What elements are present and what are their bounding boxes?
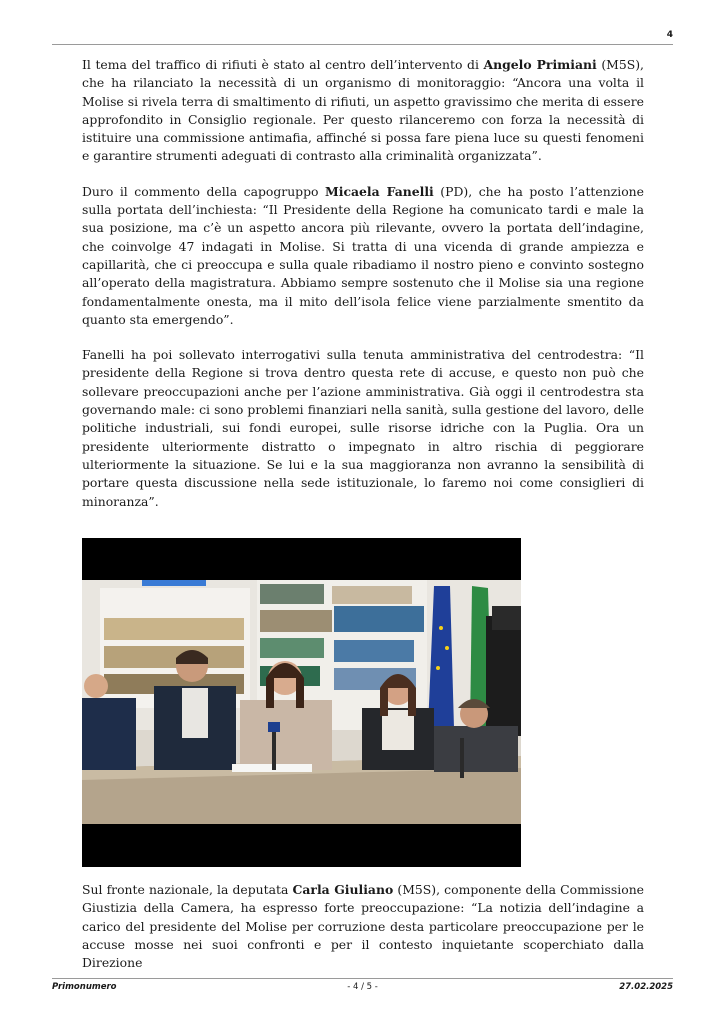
photo-illustration xyxy=(82,538,521,867)
header-rule xyxy=(52,44,673,45)
footer-date: 27.02.2025 xyxy=(619,982,673,992)
text-span: (M5S), componente della Commissione Giustizia della Camera, ha espresso forte preoccupazione: “La notizia dell’indagine a carico del presidente del Molise per corruzione desta particolare preoccupazione per le accuse mosse nei suoi confronti e per il contesto inquietante scoperchiato dalla Direzione xyxy=(82,882,645,971)
article-body-continued xyxy=(82,881,644,972)
paragraph-giuliano xyxy=(82,881,644,972)
paragraph-fanelli xyxy=(82,183,644,329)
text-span: (M5S), che ha rilanciato la necessità di un organismo di monitoraggio: “Ancora una volta il Molise si rivela terra di smaltimento di rifiuti, un aspetto gravissimo che merita di essere approfondito in Consiglio regionale. Per questo rilanceremo con forza la necessità di istituire una commissione antimafia, affinché si possa fare piena luce su questi fenomeni e garantire strumenti adeguati di contrasto alla criminalità organizzata”. xyxy=(82,57,644,164)
speaker-name: Micaela Fanelli xyxy=(325,183,434,199)
paragraph-fanelli-2: Fanelli ha poi sollevato interrogativi sulla tenuta amministrativa del centrodestra: “Il presidente della Regione si trova dentro questa rete di accuse, e questo non può che sollevare preoccupazioni anche per l’azione amministrativa. Già oggi il centrodestra sta governando male: ci sono problemi finanziari nella sanità, sulla gestione del lavoro, delle politiche industriali, sui fondi europei, sulle risorse idriche con la Puglia. Ora un presidente ulteriormente distratto o impegnato in altro rischia di peggiorare ulteriormente la situazione. Se lui e la sua maggioranza non avranno la sensibilità di portare questa discussione nella sede istituzionale, lo faremo noi come consiglieri di minoranza”. xyxy=(82,347,644,509)
footer-rule xyxy=(52,978,673,979)
footer-source: Primonumero xyxy=(52,982,117,992)
press-conference-photo xyxy=(82,538,521,867)
footer-pagination: - 4 / 5 - xyxy=(347,982,378,992)
text-span: Duro il commento della capogruppo xyxy=(82,183,326,199)
text-span: Il tema del traffico di rifiuti è stato al centro dell’intervento di xyxy=(82,57,484,72)
article-body xyxy=(82,56,644,528)
speaker-name: Carla Giuliano xyxy=(292,882,394,897)
text-span: (PD), che ha posto l’attenzione sulla portata dell’inchiesta: “Il Presidente della Regione ha comunicato tardi e male la sua posizione, ma c’è un aspetto ancora più rilevante, ovvero la portata dell’indagine, che coinvolge 47 indagati in Molise. Si tratta di una vicenda di grande ampiezza e capillarità, che ci preoccupa e sulla quale ribadiamo il nostro pieno e convinto sostegno all’operato della magistratura. Abbiamo sempre sostenuto che il Molise sia una regione fondamentalmente onesta, ma il mito dell’isola felice viene parzialmente smentito da quanto sta emergendo”. xyxy=(82,183,644,327)
page-number: 4 xyxy=(666,30,673,40)
paragraph-primiani xyxy=(82,56,644,166)
text-span: Sul fronte nazionale, la deputata xyxy=(82,882,293,897)
speaker-name: Angelo Primiani xyxy=(483,57,597,72)
